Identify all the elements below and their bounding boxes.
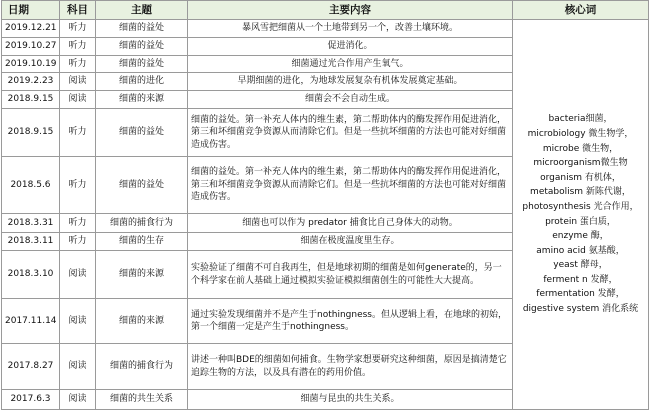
- header-topic: 主题: [96, 1, 188, 20]
- row-type: 阅读: [60, 91, 96, 109]
- row-type: 听力: [60, 20, 96, 38]
- row-type: 阅读: [60, 344, 96, 390]
- row-date: 2018.9.15: [2, 108, 60, 156]
- row-content: 讲述一种叫BDE的细菌如何捕食。生物学家想要研究这种细菌，原因是搞清楚它追踪生物的方法，以及具有潜在的药用价值。: [188, 344, 513, 390]
- row-topic: 细菌的捕食行为: [96, 214, 188, 233]
- row-type: 听力: [60, 233, 96, 251]
- row-content: 细菌通过光合作用产生氧气。: [188, 55, 513, 73]
- row-type: 听力: [60, 156, 96, 214]
- row-date: 2018.9.15: [2, 91, 60, 109]
- row-date: 2017.8.27: [2, 344, 60, 390]
- keyword-item: yeast 酵母，: [553, 260, 608, 271]
- header-date: 日期: [2, 1, 60, 20]
- header-type: 科目: [60, 1, 96, 20]
- row-topic: 细菌的进化: [96, 73, 188, 91]
- row-content: 早期细菌的进化，为地球发展复杂有机体发展奠定基础。: [188, 73, 513, 91]
- row-date: 2019.12.21: [2, 20, 60, 38]
- row-content: 细菌会不会自动生成。: [188, 91, 513, 109]
- row-topic: 细菌的捕食行为: [96, 344, 188, 390]
- row-topic: 细菌的共生关系: [96, 390, 188, 410]
- keyword-item: ferment n 发酵，: [543, 274, 618, 285]
- keyword-item: amino acid 氨基酸，: [536, 245, 625, 256]
- row-topic: 细菌的益处: [96, 20, 188, 38]
- keyword-item: microbiology 微生物学，: [527, 128, 634, 139]
- row-type: 听力: [60, 108, 96, 156]
- row-date: 2017.11.14: [2, 299, 60, 344]
- header-keywords: 核心词: [513, 1, 649, 20]
- row-topic: 细菌的益处: [96, 108, 188, 156]
- row-date: 2019.2.23: [2, 73, 60, 91]
- keyword-item: photosynthesis 光合作用，: [522, 201, 639, 212]
- keyword-item: organism 有机体，: [540, 172, 621, 183]
- row-topic: 细菌的来源: [96, 299, 188, 344]
- keyword-item: fermentation 发酵，: [536, 289, 625, 300]
- row-date: 2018.3.31: [2, 214, 60, 233]
- row-content: 细菌与昆虫的共生关系。: [188, 390, 513, 410]
- header-content: 主要内容: [188, 1, 513, 20]
- keyword-item: enzyme 酶，: [552, 231, 609, 242]
- keyword-item: microorganism微生物: [533, 158, 628, 169]
- keyword-item: microbe 微生物，: [542, 143, 619, 154]
- row-content: 实验验证了细菌不可自我再生，但是地球初期的细菌是如何generate的，另一个科学家在前人基础上通过模拟实验证模拟细菌创生的可能性大大提高。: [188, 251, 513, 299]
- row-type: 阅读: [60, 390, 96, 410]
- row-content: 细菌也可以作为 predator 捕食比自己身体大的动物。: [188, 214, 513, 233]
- row-date: 2018.3.11: [2, 233, 60, 251]
- keyword-item: metabolism 新陈代谢，: [530, 187, 631, 198]
- row-type: 阅读: [60, 251, 96, 299]
- row-topic: 细菌的益处: [96, 156, 188, 214]
- topic-table: [1, 0, 649, 410]
- row-topic: 细菌的来源: [96, 91, 188, 109]
- row-topic: 细菌的生存: [96, 233, 188, 251]
- row-topic: 细菌的益处: [96, 55, 188, 73]
- row-type: 听力: [60, 214, 96, 233]
- row-type: 听力: [60, 37, 96, 55]
- keyword-item: digestive system 消化系统: [522, 304, 639, 315]
- row-topic: 细菌的益处: [96, 37, 188, 55]
- keywords-cell: [513, 20, 649, 410]
- keyword-item: bacteria细菌，: [548, 114, 613, 125]
- keyword-item: protein 蛋白质，: [545, 216, 616, 227]
- row-content: 细菌的益处。第一补充人体内的维生素，第二帮助体内的酶发挥作用促进消化，第三和坏细菌竞争资源从而清除它们。但是一些抗坏细菌的方法也可能对好细菌造成伤害。: [188, 156, 513, 214]
- row-type: 阅读: [60, 73, 96, 91]
- row-content: 细菌的益处。第一补充人体内的维生素，第二帮助体内的酶发挥作用促进消化，第三和坏细菌竞争资源从而清除它们。但是一些抗坏细菌的方法也可能对好细菌造成伤害。: [188, 108, 513, 156]
- header-row: [2, 1, 649, 20]
- row-date: 2017.6.3: [2, 390, 60, 410]
- row-type: 听力: [60, 55, 96, 73]
- row-date: 2019.10.19: [2, 55, 60, 73]
- row-content: 细菌在极度温度里生存。: [188, 233, 513, 251]
- row-date: 2018.5.6: [2, 156, 60, 214]
- row-topic: 细菌的来源: [96, 251, 188, 299]
- row-date: 2019.10.27: [2, 37, 60, 55]
- row-content: 暴风雪把细菌从一个土地带到另一个，改善土壤环境。: [188, 20, 513, 38]
- row-date: 2018.3.10: [2, 251, 60, 299]
- row-type: 阅读: [60, 299, 96, 344]
- row-content: 促进消化。: [188, 37, 513, 55]
- row-content: 通过实验发现细菌并不是产生于nothingness。但从逻辑上看，在地球的初始，第一个细菌一定是产生于nothingness。: [188, 299, 513, 344]
- table-row: [2, 20, 649, 38]
